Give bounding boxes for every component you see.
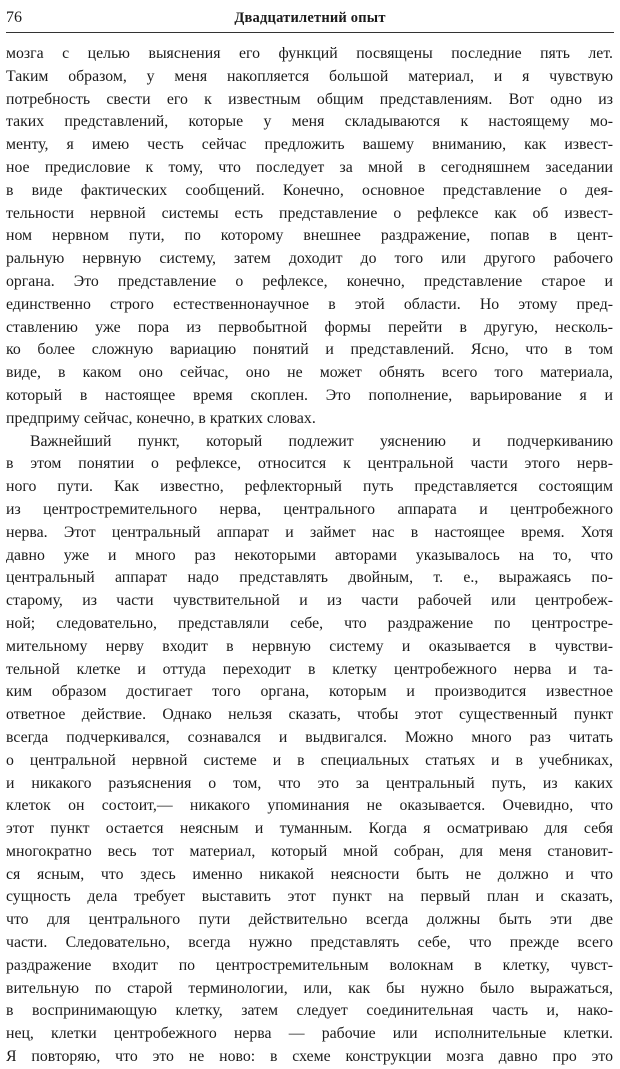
text-line: ответное действие. Однако нельзя сказать, чтобы этот существенный пункт — [6, 706, 613, 724]
text-line: сущность дела требует выставить этот пункт на первый план и сказать, — [6, 888, 613, 906]
text-line: нерва. Этот центральный аппарат и займет нас в настоящее время. Хотя — [6, 523, 613, 541]
text-line: потребность свести его к известным общим представлениям. Вот одно из — [6, 90, 613, 108]
text-line: ной; следовательно, представляли себе, что раздражение по центростре- — [6, 614, 613, 632]
body-text — [6, 43, 613, 1069]
text-line: ко более сложную вариацию понятий и представлений. Ясно, что в том — [6, 341, 613, 359]
text-line: мительному нерву входит в нервную систему и оказывается в чувстви- — [6, 637, 613, 655]
text-line: нец, клетки центробежного нерва — рабочие или исполнительные клетки. — [6, 1025, 613, 1043]
text-line: таких представлений, которые у меня складываются к настоящему мо- — [6, 113, 613, 131]
text-line: мозга с целью выяснения его функций посвящены последние пять лет. — [6, 45, 613, 62]
text-line: из центростремительного нерва, центрального аппарата и центробежного — [6, 500, 613, 518]
page-header — [6, 6, 614, 33]
text-line: старому, из части чувствительной и из части рабочей или центробеж- — [6, 592, 613, 610]
text-line: давно уже и много раз некоторыми авторами указывалось на то, что — [6, 546, 613, 564]
text-line: клеток он состоит,— никакого упоминания не оказывается. Очевидно, что — [6, 797, 613, 815]
text-line: ким образом достигает того органа, которым и производится известное — [6, 683, 613, 701]
text-line: единственно строго естественнонаучное в этой области. Но этому пред- — [6, 295, 613, 313]
text-line: всегда подчеркивался, сознавался и выдвигался. Можно много раз читать — [6, 728, 613, 746]
page-number: 76 — [6, 9, 22, 26]
text-line: тельной клетке и оттуда переходит в клетку центробежного нерва и та- — [6, 660, 613, 678]
text-line: ся ясным, что здесь именно никакой неясности быть не должно и что — [6, 865, 613, 883]
text-line: ральную нервную систему, затем доходит до того или другого рабочего — [6, 250, 613, 268]
text-line-paragraph-end: предприму сейчас, конечно, в кратких словах. — [6, 409, 316, 427]
text-line: раздражение входит по центростремительным волокнам в клетку, чувст- — [6, 956, 613, 974]
text-line: виде, в каком оно сейчас, оно не может обнять всего того материала, — [6, 364, 613, 382]
text-line: тельности нервной системы есть представление о рефлексе как об извест- — [6, 204, 613, 222]
text-line-paragraph-start: Важнейший пункт, который подлежит уяснению и подчеркиванию — [30, 432, 613, 450]
text-line: ного пути. Как известно, рефлекторный путь представляется состоящим — [6, 478, 613, 496]
text-line: в виде фактических сообщений. Конечно, основное представление о дея- — [6, 181, 613, 199]
text-line: о центральной нервной системе и в специальных статьях и в учебниках, — [6, 751, 613, 769]
text-line: менту, я имею честь сейчас предложить вашему вниманию, как извест- — [6, 136, 613, 154]
text-line: и никакого разъяснения о том, что это за центральный путь, из каких — [6, 774, 613, 792]
text-line: Я повторяю, что это не ново: в схеме конструкции мозга давно про это — [6, 1048, 613, 1066]
text-line: ном нервном пути, по которому внешнее раздражение, попав в цент- — [6, 227, 613, 245]
text-line: в этом понятии о рефлексе, относится к центральной части этого нерв- — [6, 455, 613, 473]
text-line: вительную по старой терминологии, или, как бы нужно было выражаться, — [6, 979, 613, 997]
text-line: Таким образом, у меня накопляется большой материал, и я чувствую — [6, 67, 613, 85]
text-line: части. Следовательно, всегда нужно представлять себе, что прежде всего — [6, 934, 613, 952]
text-line: этот пункт остается неясным и туманным. Когда я осматриваю для себя — [6, 820, 613, 838]
text-line: в воспринимающую клетку, затем следует соединительная часть и, нако- — [6, 1002, 613, 1020]
text-line: который в настоящее время скоплен. Это пополнение, варьирование я и — [6, 386, 613, 404]
text-line: многократно весь тот материал, который мной собран, для меня становит- — [6, 842, 613, 860]
text-line: ное предисловие к тому, что последует за мной в сегодняшнем заседании — [6, 158, 613, 176]
running-title: Двадцатилетний опыт — [234, 10, 386, 26]
text-line: ставлению уже пора из первобытной формы перейти в другую, несколь- — [6, 318, 613, 336]
text-line: органа. Это представление о рефлексе, конечно, представление старое и — [6, 272, 613, 290]
text-line: что для центрального пути действительно всегда должны быть эти две — [6, 911, 613, 929]
text-line: центральный аппарат надо представлять двойным, т. е., выражаясь по- — [6, 569, 613, 587]
